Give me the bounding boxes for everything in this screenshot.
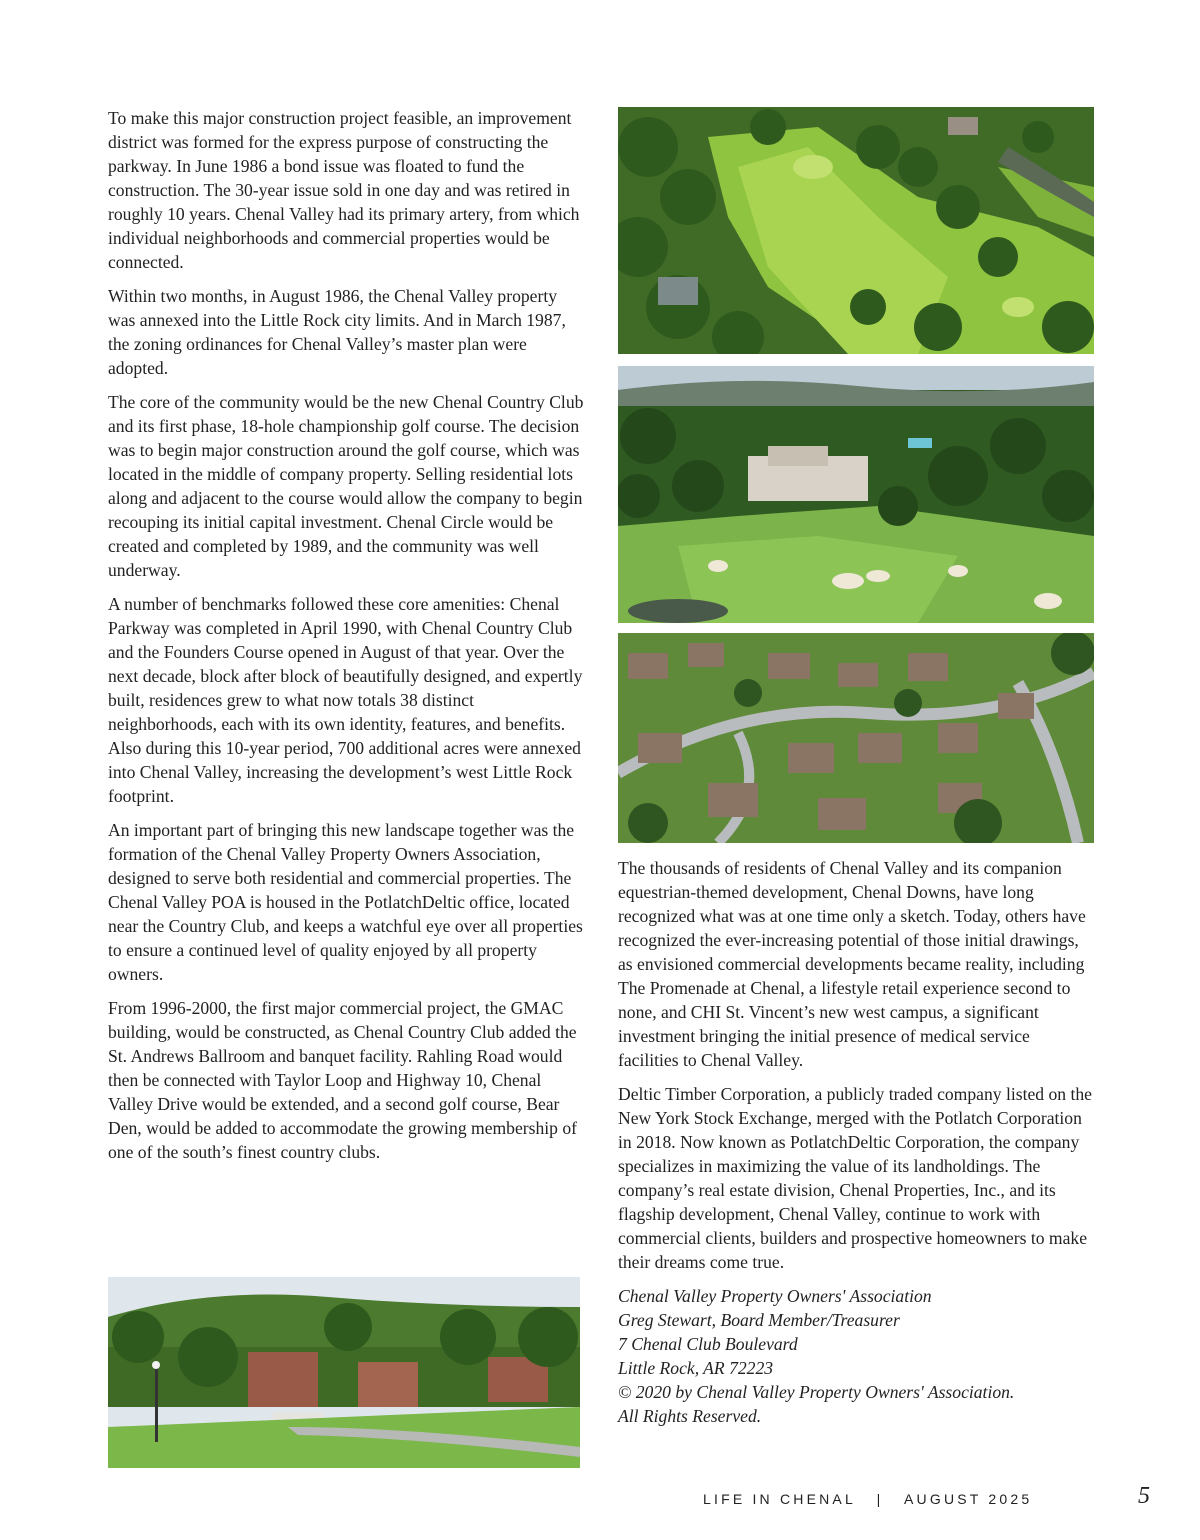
paragraph: An important part of bringing this new landscape together was the formation of the Chenal Valley Property Owners Association, designed to serve both residential and commercial properties. The Chenal Valley POA is housed in the PotlatchDeltic office, located near the Country Club, and keeps a watchful eye over all properties to ensure a continued level of quality enjoyed by all property owners. — [108, 820, 583, 984]
contact-person: Greg Stewart, Board Member/Treasurer — [618, 1310, 900, 1330]
paragraph: Deltic Timber Corporation, a publicly traded company listed on the New York Stock Exchange, merged with the Potlatch Corporation in 2018. Now known as PotlatchDeltic Corporation, the company specializes in maximizing the value of its landholdings. The company’s real estate division, Chenal Properties, Inc., and its flagship development, Chenal Valley, continue to work with commercial clients, builders and prospective homeowners to make their dreams come true. — [618, 1084, 1092, 1272]
right-column — [618, 856, 1094, 1428]
paragraph: The core of the community would be the new Chenal Country Club and its first phase, 18-hole championship golf course. The decision was to begin major construction around the golf course, which was located in the middle of company property. Selling residential lots along and adjacent to the course would allow the company to begin recouping its initial capital investment. Chenal Circle would be created and completed by 1989, and the community was well underway. — [108, 392, 584, 580]
rights-line: All Rights Reserved. — [618, 1406, 762, 1426]
paragraph: Within two months, in August 1986, the Chenal Valley property was annexed into the Little Rock city limits. And in March 1987, the zoning ordinances for Chenal Valley’s master plan were adopted. — [108, 286, 566, 378]
contact-org: Chenal Valley Property Owners' Association — [618, 1286, 932, 1306]
neighborhood-aerial-photo — [618, 633, 1094, 843]
paragraph: A number of benchmarks followed these core amenities: Chenal Parkway was completed in April 1990, with Chenal Country Club and the Founders Course opened in August of that year. Over the next decade, block after block of beautifully designed, and expertly built, residences grew to what now totals 38 distinct neighborhoods, each with its own identity, features, and benefits. Also during this 10-year period, 700 additional acres were annexed into Chenal Valley, increasing the development’s west Little Rock footprint. — [108, 594, 583, 806]
country-club-aerial-photo — [618, 366, 1094, 623]
copyright-line: © 2020 by Chenal Valley Property Owners' Association. — [618, 1382, 1015, 1402]
golf-course-aerial-photo — [618, 107, 1094, 354]
left-column — [108, 106, 584, 1174]
residential-street-photo — [108, 1277, 580, 1468]
footer-text: LIFE IN CHENAL | AUGUST 2025 — [703, 1491, 1033, 1507]
contact-block — [618, 1284, 1094, 1428]
paragraph: From 1996-2000, the first major commercial project, the GMAC building, would be constructed, as Chenal Country Club added the St. Andrews Ballroom and banquet facility. Rahling Road would then be connected with Taylor Loop and Highway 10, Chenal Valley Drive would be extended, and a second golf course, Bear Den, would be added to accommodate the growing membership of one of the south’s finest country clubs. — [108, 998, 578, 1162]
paragraph: The thousands of residents of Chenal Valley and its companion equestrian-themed development, Chenal Downs, have long recognized what was at one time only a sketch. Today, others have recognized the ever-increasing potential of those initial drawings, as envisioned commercial developments became reality, including The Promenade at Chenal, a lifestyle retail experience second to none, and CHI St. Vincent’s new west campus, a significant investment bringing the initial presence of medical service facilities to Chenal Valley. — [618, 858, 1086, 1070]
paragraph: To make this major construction project feasible, an improvement district was formed for the express purpose of constructing the parkway. In June 1986 a bond issue was floated to fund the construction. The 30-year issue sold in one day and was retired in roughly 10 years. Chenal Valley had its primary artery, from which individual neighborhoods and commercial properties would be connected. — [108, 108, 580, 272]
contact-city: Little Rock, AR 72223 — [618, 1358, 774, 1378]
page-number: 5 — [1138, 1483, 1150, 1509]
contact-street: 7 Chenal Club Boulevard — [618, 1334, 798, 1354]
